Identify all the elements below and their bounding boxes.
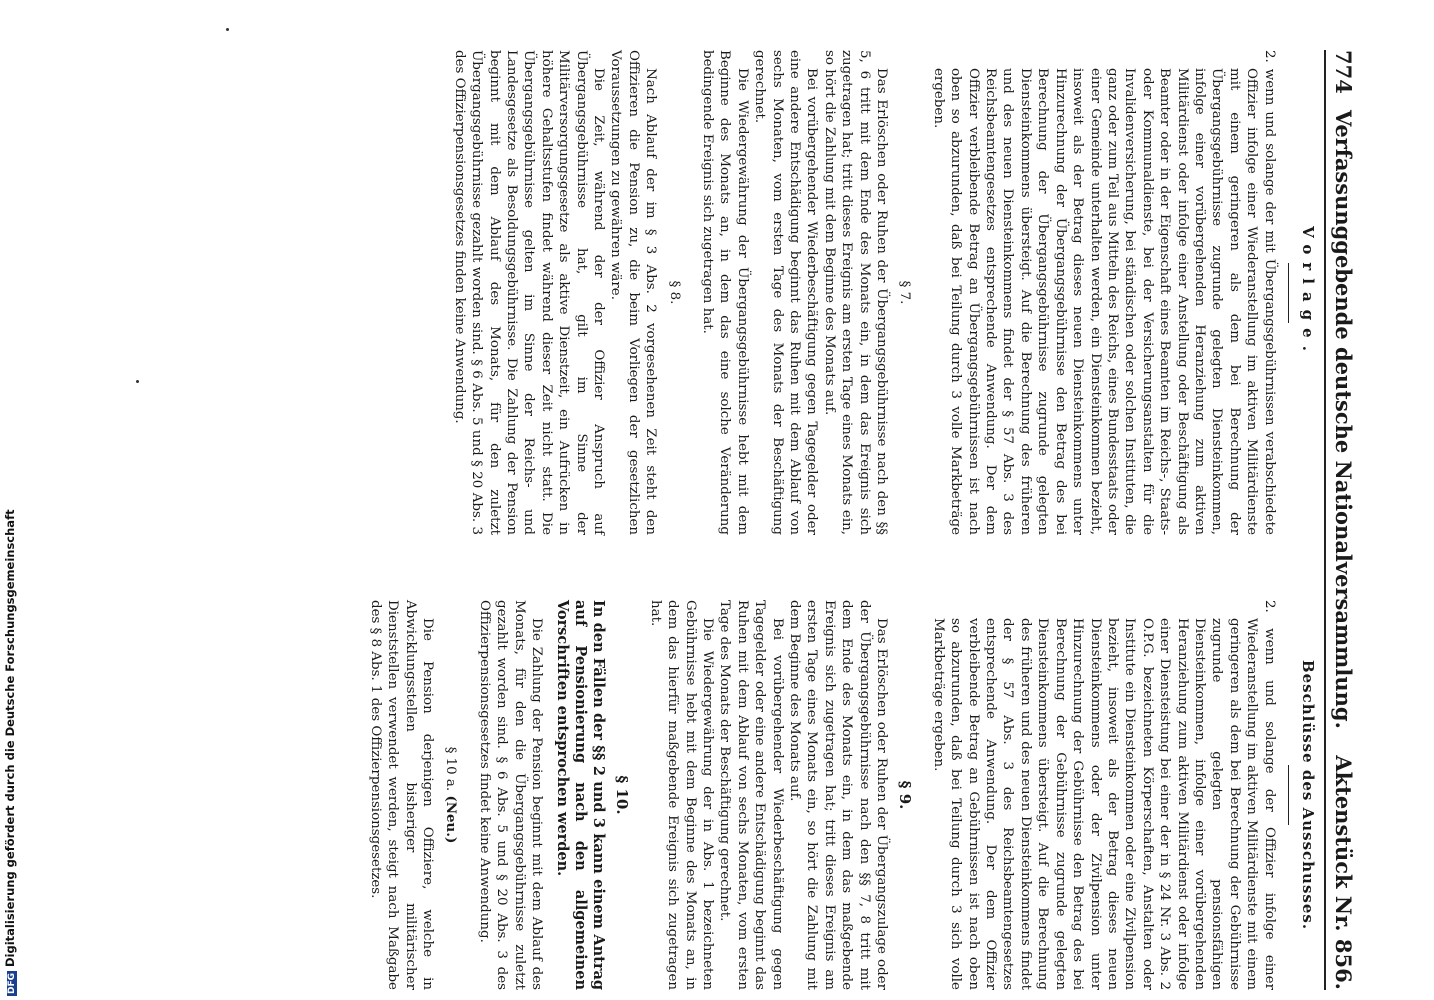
section-10a-number: § 10 a. <box>443 746 459 792</box>
section-9-heading: § 9. <box>896 780 915 810</box>
section-9-paragraph: Das Erlöschen oder Ruhen der Übergangszulage oder der Übergangsgebührnisse nach den §§ 7, 8 tritt mit dem Ende des Monats ein, in dem das maßgebende Ereignis sich zugetragen hat; tritt dieses Ereignis am ersten Tage eines Monats ein, so hört die Zahlung mit dem Beginne des Monats auf. <box>787 600 890 990</box>
section-7-paragraph: Bei vorübergehender Wiederbeschäftigung gegen Tagegelder oder eine andere Entschädigung beginnt das Ruhen mit dem Ablauf von sechs Monaten, vom ersten Tage des Monats der Beschäftigung gerechnet. <box>752 50 820 535</box>
digitization-sidebar <box>0 0 20 1000</box>
section-9-paragraph: Bei vorübergehender Wiederbeschäftigung gegen Tagegelder oder eine andere Entschädigung beginnt das Ruhen mit dem Ablauf von sechs Monaten, vom ersten Tage des Monats der Beschäftigung gerechnet. <box>717 600 785 990</box>
dfg-logo: DFG <box>7 972 17 994</box>
section-8-heading: § 8. <box>666 280 682 305</box>
section-10-paragraph: Die Zahlung der Pension beginnt mit dem Ablauf des Monats, für den die Übergangsgebührnisse zuletzt gezahlt worden sind. § 6 Abs. 5 und § 20 Abs. 3 des Offizierpensionsgesetzes findet keine Anwendung. <box>476 600 544 990</box>
assembly-title: Verfassunggebende deutsche Nationalversammlung. <box>1331 110 1356 729</box>
section-10-heading: § 10. <box>613 775 632 815</box>
left-column-vorlage <box>450 50 1316 535</box>
new-marker: (Neu.) <box>443 795 460 844</box>
section-8-paragraph: Nach Ablauf der im § 3 Abs. 2 vorgesehenen Zeit steht den Offizieren die Pension zu, die beim Vorliegen der gesetzlichen Voraussetzungen zu gewähren wäre. <box>608 50 659 535</box>
item-number: 2. <box>1261 50 1277 63</box>
section-7-paragraph: Die Wiedergewährung der Übergangsgebührnisse hebt mit dem Beginne des Monats an, in dem das eine solche Veränderung bedingende Ereignis sich zugetragen hat. <box>700 50 750 535</box>
section-9-paragraph: Die Wiedergewährung der in Abs. 1 bezeichneten Gebührnisse hebt mit dem Beginne des Monats an, in dem das hierfür maßgebende Ereignis sich zugetragen hat. <box>647 600 715 990</box>
section-10a-paragraph: Die Pension derjenigen Offiziere, welche in Abwicklungsstellen bisheriger militärischer Dienststellen verwendet werden, steigt nach Maßgabe des § 8 Abs. 1 des Offizierpensionsgesetzes. <box>367 600 435 990</box>
right-column-beschluesse <box>366 600 1316 990</box>
item-text: wenn und solange der Offizier infolge einer Wiederanstellung im aktiven Militärdienste mit einem geringeren als dem bei Berechnung der Gebührnisse zugrunde gelegten pensionsfähigen Diensteinkommen, infolge einer vorübergehenden Heranziehung zum aktiven Militärdienst oder infolge einer Diensteistung bei einer der in § 24 Nr. 3 Abs. 2 O.P.G. bezeichneten Körperschaften, Anstalten oder Institute ein Diensteinkommen oder eine Zivilpension bezieht, insoweit als der Betrag dieses neuen Diensteinkommens oder der Zivilpension unter Hinzurechnung der Gebührnisse den Betrag des bei Berechnung der Gebührnisse zugrunde gelegten Diensteinkommens übersteigt. Auf die Berechnung des früheren und des neuen Diensteinkommens findet der § 57 Abs. 3 des Reichsbeamtengesetzes entsprechende Anwendung. Der dem Offizier verbleibende Betrag an Gebührnissen ist nach oben so abzurunden, daß bei Teilung durch 3 sich volle Markbeträge ergeben. <box>930 618 1277 990</box>
item-text: wenn und solange der mit Übergangsgebührnissen verabschiedete Offizier infolge einer Wiederanstellung im aktiven Militärdienste mit einem geringeren als dem bei Berechnung der Übergangsgebührnisse zugrunde gelegten Diensteinkommen, infolge einer vorübergehenden Heranziehung zum aktiven Militärdienst oder infolge einer Anstellung oder Beschäftigung als Beamter oder in der Eigenschaft eines Beamten im Reichs-, Staats- oder Kommunaldienste, bei der Versicherungsanstalten für die Invalidenversicherung, bei ständischen oder solchen Instituten, die ganz oder zum Teil aus Mitteln des Reichs, eines Bundesstaats oder einer Gemeinde unterhalten werden, ein Diensteinkommen bezieht, insoweit als der Betrag dieses neuen Diensteinkommens unter Hinzurechnung der Übergangsgebührnisse den Betrag des bei Berechnung der Übergangsgebührnisse zugrunde gelegten Diensteinkommens übersteigt. Auf die Berechnung des früheren und des neuen Diensteinkommens findet der § 57 Abs. 3 des Reichsbeamtengesetzes entsprechende Anwendung. Der dem Offizier verbleibende Betrag an Übergangsgebührnissen ist nach oben so abzurunden, daß bei Teilung durch 3 volle Markbeträge ergeben. <box>930 68 1277 535</box>
item-number: 2. <box>1261 600 1277 613</box>
page-header <box>1324 50 1360 990</box>
scan-speck <box>136 380 139 383</box>
item-2-vorlage <box>929 50 1277 535</box>
heading-divider <box>1288 263 1289 323</box>
document-number: Aktenstück Nr. 856. <box>1331 755 1356 990</box>
heading-divider <box>1288 765 1289 825</box>
page-number: 774 <box>1331 50 1356 94</box>
scan-speck <box>226 28 229 31</box>
digitization-credit-text: Digitalisierung gefördert durch die Deutsche Forschungsgemeinschaft <box>3 509 17 967</box>
right-column-heading: Beschlüsse des Ausschusses. <box>1299 659 1317 931</box>
section-10-amendment: In den Fällen der §§ 2 und 3 kann einem Antrag auf Pensionierung nach den allgemeinen Vorschriften entsprochen werden. <box>553 600 607 990</box>
scanned-page <box>180 50 1360 990</box>
section-7-paragraph: Das Erlöschen oder Ruhen der Übergangsgebührnisse nach den §§ 5, 6 tritt mit dem Ende des Monats ein, in dem das Ereignis sich zugetragen hat; tritt dieses Ereignis am ersten Tage eines Monats ein, so hört die Zahlung mit dem Beginne des Monats auf. <box>821 50 890 535</box>
section-8-paragraph: Die Zeit, während der der Offizier Anspruch auf Übergangsgebührnisse hat, gilt im Sinne der Militärversorgungsgesetze als aktive Dienstzeit, ein Aufrücken in höhere Gehaltsstufen findet während dieser Zeit nicht statt. Die Übergangsgebührnisse gelten im Sinne der Reichs- und Landesgesetze als Besoldungsgebührnisse. Die Zahlung der Pension beginnt mit dem Ablauf des Monats, für den zuletzt Übergangsgebührnisse gezahlt worden sind. § 6 Abs. 5 und § 20 Abs. 3 des Offizierpensionsgesetzes finden keine Anwendung. <box>451 50 606 535</box>
digitization-credit <box>3 509 17 996</box>
left-column-heading: Vorlage. <box>1299 226 1317 359</box>
item-2-beschluesse <box>929 600 1277 990</box>
section-7-heading: § 7. <box>897 280 913 305</box>
section-10a-heading <box>442 600 459 990</box>
